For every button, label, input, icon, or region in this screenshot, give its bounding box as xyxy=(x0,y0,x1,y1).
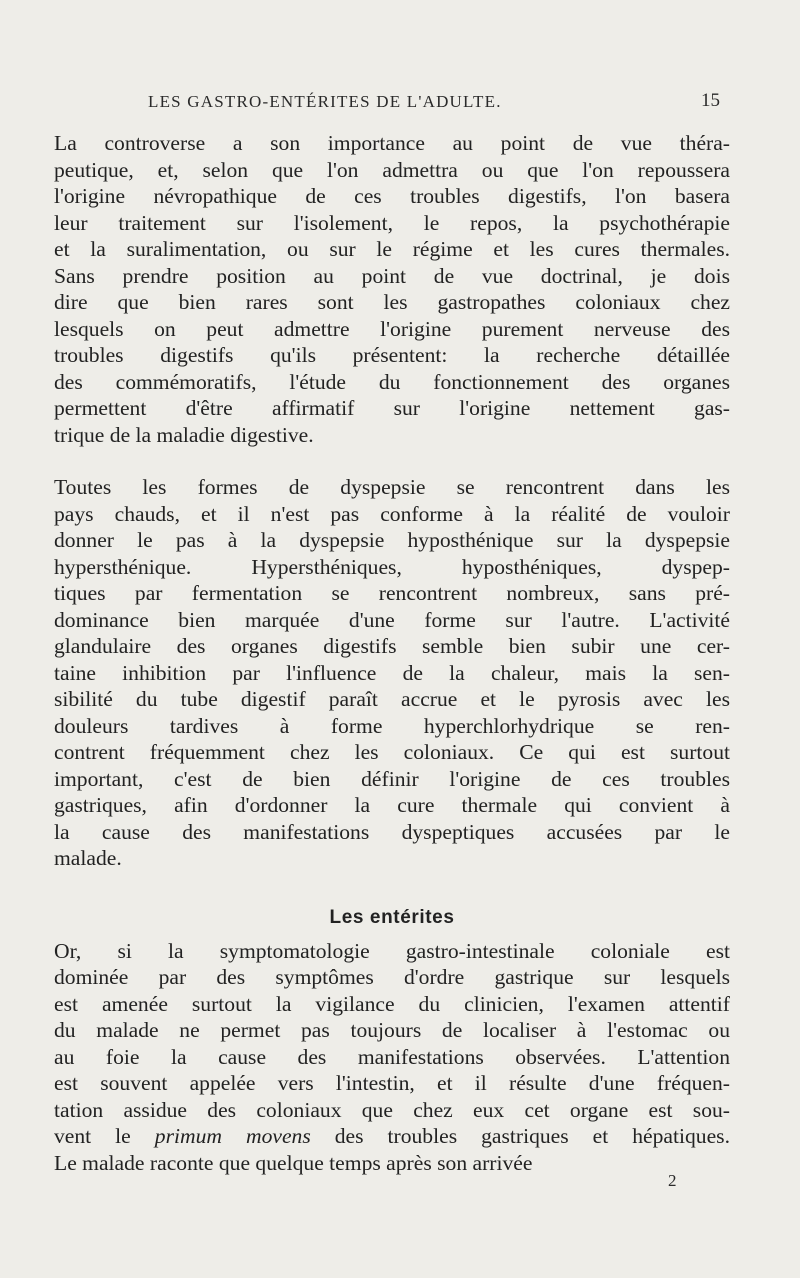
text-line: important, c'est de bien définir l'origine de ces troubles xyxy=(54,766,730,791)
text-line: des commémoratifs, l'étude du fonctionnement des organes xyxy=(54,369,730,394)
signature-mark: 2 xyxy=(668,1171,677,1190)
text-line: gastriques, afin d'ordonner la cure thermale qui convient à xyxy=(54,793,730,817)
text-line: tation assidue des coloniaux que chez eux cet organe est sou- xyxy=(54,1097,730,1122)
section-heading: Les entérites xyxy=(329,906,455,928)
paragraph-2 xyxy=(54,474,730,872)
text-line: est amenée surtout la vigilance du clinicien, l'examen attentif xyxy=(54,991,730,1016)
line-suffix: des troubles gastriques et hépatiques. xyxy=(310,1124,730,1148)
running-head xyxy=(120,92,720,116)
running-title: LES GASTRO-ENTÉRITES DE L'ADULTE. xyxy=(148,92,502,111)
text-line: Sans prendre position au point de vue doctrinal, je dois xyxy=(54,263,730,288)
text-line: est souvent appelée vers l'intestin, et il résulte d'une fréquen- xyxy=(54,1071,730,1095)
paragraph-1 xyxy=(54,130,730,448)
text-line: donner le pas à la dyspepsie hyposthénique sur la dyspepsie xyxy=(54,528,730,552)
text-line: trique de la maladie digestive. xyxy=(54,422,314,447)
page-number: 15 xyxy=(701,90,720,111)
text-line: tiques par fermentation se rencontrent nombreux, sans pré- xyxy=(54,581,730,605)
text-line: taine inhibition par l'influence de la chaleur, mais la sen- xyxy=(54,660,730,685)
text-line: pays chauds, et il n'est pas conforme à la réalité de vouloir xyxy=(54,501,730,526)
text-line: troubles digestifs qu'ils présentent: la recherche détaillée xyxy=(54,343,730,367)
text-line: au foie la cause des manifestations observées. L'attention xyxy=(54,1044,730,1069)
text-line: Toutes les formes de dyspepsie se rencontrent dans les xyxy=(54,475,730,499)
paragraph-gap xyxy=(54,448,730,474)
text-line: glandulaire des organes digestifs semble bien subir une cer- xyxy=(54,634,730,658)
line-prefix: vent le xyxy=(54,1124,155,1148)
text-line: dominance bien marquée d'une forme sur l'autre. L'activité xyxy=(54,607,730,632)
text-line: hypersthénique. Hypersthéniques, hyposthéniques, dyspep- xyxy=(54,554,730,579)
text-line: peutique, et, selon que l'on admettra ou que l'on repoussera xyxy=(54,157,730,182)
italic-phrase: primum movens xyxy=(154,1124,311,1148)
text-line: Le malade raconte que quelque temps après son arrivée xyxy=(54,1150,533,1175)
paragraph-gap xyxy=(54,872,730,898)
text-line: permettent d'être affirmatif sur l'origine nettement gas- xyxy=(54,396,730,420)
text-line: dominée par des symptômes d'ordre gastrique sur lesquels xyxy=(54,965,730,989)
text-line: leur traitement sur l'isolement, le repos, la psychothérapie xyxy=(54,210,730,235)
text-line: contrent fréquemment chez les coloniaux. Ce qui est surtout xyxy=(54,740,730,764)
text-line: la cause des manifestations dyspeptiques accusées par le xyxy=(54,819,730,844)
text-line: Or, si la symptomatologie gastro-intestinale coloniale est xyxy=(54,938,730,963)
text-line: et la suralimentation, ou sur le régime et les cures thermales. xyxy=(54,237,730,261)
text-line: l'origine névropathique de ces troubles digestifs, l'on basera xyxy=(54,184,730,208)
text-line: lesquels on peut admettre l'origine purement nerveuse des xyxy=(54,316,730,341)
text-line: douleurs tardives à forme hyperchlorhydrique se ren- xyxy=(54,713,730,738)
text-line: La controverse a son importance au point de vue théra- xyxy=(54,131,730,155)
text-line: sibilité du tube digestif paraît accrue et le pyrosis avec les xyxy=(54,687,730,711)
text-line: malade. xyxy=(54,846,122,870)
text-line: dire que bien rares sont les gastropathes coloniaux chez xyxy=(54,290,730,314)
text-block xyxy=(54,130,730,1176)
text-line-with-italic xyxy=(54,1123,730,1150)
text-line: du malade ne permet pas toujours de localiser à l'estomac ou xyxy=(54,1018,730,1042)
paragraph-3 xyxy=(54,938,730,1177)
